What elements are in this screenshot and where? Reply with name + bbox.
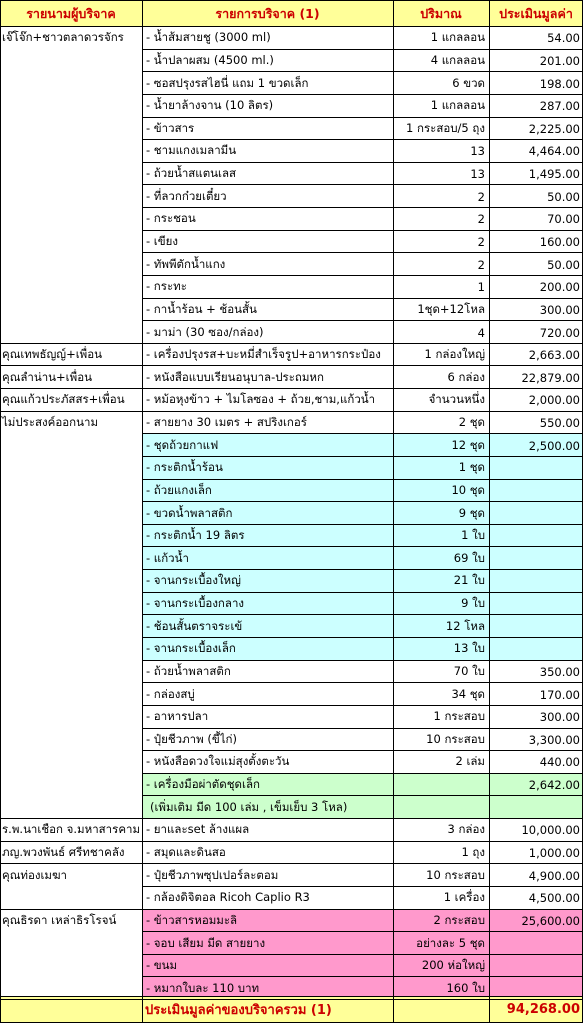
- qty-cell[interactable]: 10 ชุด: [393, 480, 489, 503]
- donor-cell[interactable]: [0, 796, 142, 819]
- table-row: [0, 27, 583, 50]
- table-row: [0, 412, 583, 435]
- qty-cell[interactable]: 13: [393, 163, 489, 186]
- value-cell[interactable]: 54.00: [489, 27, 583, 50]
- item-cell[interactable]: - ทัพพีตักน้ำแกง: [142, 253, 393, 276]
- row-line: [142, 479, 583, 480]
- value-cell[interactable]: 2,000.00: [489, 389, 583, 412]
- row-line: [142, 501, 583, 502]
- value-cell[interactable]: 25,600.00: [489, 910, 583, 933]
- qty-cell[interactable]: 1 แกลลอน: [393, 27, 489, 50]
- row-line: [142, 976, 583, 977]
- row-line: [142, 569, 583, 570]
- row-line: [142, 162, 583, 163]
- table-row: [0, 140, 583, 163]
- row-line: [142, 750, 583, 751]
- header-donor[interactable]: รายนามผู้บริจาค: [26, 5, 116, 21]
- qty-cell[interactable]: 34 ชุด: [393, 683, 489, 706]
- item-cell[interactable]: - กล้องดิจิตอล Ricoh Caplio R3: [142, 887, 393, 910]
- qty-cell[interactable]: 2 ชุด: [393, 412, 489, 435]
- item-cell[interactable]: - ขนม: [142, 955, 393, 978]
- qty-cell[interactable]: 6 กล่อง: [393, 366, 489, 389]
- table-row: [0, 321, 583, 344]
- donor-cell[interactable]: [0, 480, 142, 503]
- table-row: [0, 932, 583, 955]
- qty-cell[interactable]: 6 ขวด: [393, 72, 489, 95]
- qty-cell[interactable]: 10 กระสอบ: [393, 729, 489, 752]
- row-line: [142, 49, 583, 50]
- item-cell[interactable]: - ชุดถ้วยกาแฟ: [142, 434, 393, 457]
- donor-cell[interactable]: [0, 50, 142, 73]
- value-cell[interactable]: 198.00: [489, 72, 583, 95]
- donor-cell[interactable]: [0, 547, 142, 570]
- table-row: [0, 389, 583, 412]
- donor-cell[interactable]: [0, 299, 142, 322]
- header-value[interactable]: ประเมินมูลค่า: [499, 5, 573, 21]
- value-cell[interactable]: 2,642.00: [489, 774, 583, 797]
- donor-cell[interactable]: คุณลำน่าน+เพื่อน: [0, 366, 142, 389]
- item-cell[interactable]: - ถ้วยน้ำสแตนเลส: [142, 163, 393, 186]
- value-cell[interactable]: 4,500.00: [489, 887, 583, 910]
- row-line: [142, 954, 583, 955]
- qty-cell[interactable]: 2: [393, 253, 489, 276]
- row-line: [142, 117, 583, 118]
- donor-cell[interactable]: [0, 140, 142, 163]
- value-cell[interactable]: 22,879.00: [489, 366, 583, 389]
- qty-cell[interactable]: จำนวนหนึ่ง: [393, 389, 489, 412]
- row-line: [142, 94, 583, 95]
- header-qty[interactable]: ปริมาณ: [420, 5, 462, 21]
- row-line: [0, 0, 583, 1]
- value-cell[interactable]: 300.00: [489, 706, 583, 729]
- item-cell[interactable]: - ยาและset ล้างแผล: [142, 819, 393, 842]
- value-cell[interactable]: 2,225.00: [489, 118, 583, 141]
- qty-cell[interactable]: 70 ใบ: [393, 661, 489, 684]
- row-line: [0, 996, 583, 997]
- value-cell[interactable]: [489, 570, 583, 593]
- donor-cell[interactable]: ภญ.พวงพันธ์ ศรีทชาคลัง: [0, 842, 142, 865]
- row-line: [0, 863, 583, 864]
- donor-cell[interactable]: [0, 615, 142, 638]
- header-row: [0, 0, 583, 27]
- total-value[interactable]: 94,268.00: [506, 1002, 580, 1017]
- table-row: [0, 615, 583, 638]
- row-line: [142, 886, 583, 887]
- qty-cell[interactable]: 1 ถุง: [393, 842, 489, 865]
- row-line: [142, 252, 583, 253]
- value-cell[interactable]: [489, 932, 583, 955]
- qty-cell[interactable]: 2: [393, 208, 489, 231]
- donor-cell[interactable]: [0, 231, 142, 254]
- row-line: [142, 660, 583, 661]
- donor-cell[interactable]: [0, 321, 142, 344]
- qty-cell[interactable]: 10 กระสอบ: [393, 864, 489, 887]
- header-item[interactable]: รายการบริจาค (1): [215, 5, 320, 21]
- row-line: [0, 26, 583, 27]
- value-cell[interactable]: [489, 955, 583, 978]
- value-cell[interactable]: 350.00: [489, 661, 583, 684]
- row-line: [0, 411, 583, 412]
- row-line: [0, 343, 583, 344]
- item-cell[interactable]: - หม้อหุงข้าว + ไมโลซอง + ถ้วย,ชาม,แก้วน้ำ: [142, 389, 393, 412]
- donor-cell[interactable]: [0, 570, 142, 593]
- table-row: [0, 729, 583, 752]
- donor-cell[interactable]: [0, 457, 142, 480]
- row-line: [0, 999, 583, 1000]
- row-line: [142, 320, 583, 321]
- row-line: [142, 931, 583, 932]
- column-line: [0, 0, 1, 1023]
- qty-cell[interactable]: [393, 774, 489, 797]
- item-cell[interactable]: - ชามแกงเมลามีน: [142, 140, 393, 163]
- row-line: [142, 682, 583, 683]
- donor-cell[interactable]: [0, 955, 142, 978]
- donor-cell[interactable]: [0, 729, 142, 752]
- value-cell[interactable]: 10,000.00: [489, 819, 583, 842]
- donor-cell[interactable]: [0, 706, 142, 729]
- column-line: [142, 0, 143, 1023]
- row-line: [0, 841, 583, 842]
- qty-cell[interactable]: 1 กล่องใหญ่: [393, 344, 489, 367]
- qty-cell[interactable]: 1 ใบ: [393, 525, 489, 548]
- qty-cell[interactable]: 1 ชุด: [393, 457, 489, 480]
- qty-cell[interactable]: 1 แกลลอน: [393, 95, 489, 118]
- item-cell[interactable]: - หนังสือดวงใจแม่สุงตั้งตะวัน: [142, 751, 393, 774]
- value-cell[interactable]: 170.00: [489, 683, 583, 706]
- donor-cell[interactable]: [0, 525, 142, 548]
- qty-cell[interactable]: 2 กระสอบ: [393, 910, 489, 933]
- table-row: [0, 480, 583, 503]
- table-row: [0, 253, 583, 276]
- table-row: [0, 118, 583, 141]
- row-line: [0, 818, 583, 819]
- item-cell[interactable]: - ขวดน้ำพลาสติก: [142, 502, 393, 525]
- donor-cell[interactable]: คุณแก้วประภัสสร+เพื่อน: [0, 389, 142, 412]
- value-cell[interactable]: 3,300.00: [489, 729, 583, 752]
- row-line: [142, 546, 583, 547]
- qty-cell[interactable]: 1 เครื่อง: [393, 887, 489, 910]
- item-cell[interactable]: - น้ำยาล้างจาน (10 ลิตร): [142, 95, 393, 118]
- donor-cell[interactable]: [0, 118, 142, 141]
- qty-cell[interactable]: 13 ใบ: [393, 638, 489, 661]
- donor-cell[interactable]: [0, 751, 142, 774]
- item-cell[interactable]: - เครื่องปรุงรส+บะหมี่สำเร็จรูป+อาหารกระป๋อง: [142, 344, 393, 367]
- qty-cell[interactable]: 2: [393, 231, 489, 254]
- item-cell[interactable]: - ถ้วยแกงเล็ก: [142, 480, 393, 503]
- table-row: [0, 819, 583, 842]
- table-row: [0, 864, 583, 887]
- value-cell[interactable]: 4,464.00: [489, 140, 583, 163]
- donor-cell[interactable]: [0, 434, 142, 457]
- value-cell[interactable]: 2,500.00: [489, 434, 583, 457]
- table-row: [0, 661, 583, 684]
- row-line: [142, 637, 583, 638]
- qty-cell[interactable]: อย่างละ 5 ชุด: [393, 932, 489, 955]
- qty-cell[interactable]: 4 แกลลอน: [393, 50, 489, 73]
- item-cell[interactable]: - แก้วน้ำ: [142, 547, 393, 570]
- table-row: [0, 593, 583, 616]
- value-cell[interactable]: 287.00: [489, 95, 583, 118]
- value-cell[interactable]: [489, 593, 583, 616]
- table-row: [0, 751, 583, 774]
- item-cell[interactable]: - เขียง: [142, 231, 393, 254]
- row-line: [0, 388, 583, 389]
- item-cell[interactable]: - ถ้วยน้ำพลาสติก: [142, 661, 393, 684]
- table-row: [0, 72, 583, 95]
- item-cell[interactable]: - น้ำส้มสายชู (3000 ml): [142, 27, 393, 50]
- donor-cell[interactable]: [0, 774, 142, 797]
- value-cell[interactable]: [489, 615, 583, 638]
- qty-cell[interactable]: 1 กระสอบ/5 ถุง: [393, 118, 489, 141]
- donor-cell[interactable]: [0, 932, 142, 955]
- row-line: [142, 773, 583, 774]
- value-cell[interactable]: 550.00: [489, 412, 583, 435]
- donor-cell[interactable]: [0, 95, 142, 118]
- item-cell[interactable]: (เพิ่มเติม มีด 100 เล่ม , เข็มเย็บ 3 โหล): [142, 796, 583, 819]
- value-cell[interactable]: 1,495.00: [489, 163, 583, 186]
- item-cell[interactable]: - ที่ลวกก๋วยเตี๋ยว: [142, 185, 393, 208]
- table-row: [0, 163, 583, 186]
- item-cell[interactable]: - ซอสปรุงรสไฮนี่ แถม 1 ขวดเล็ก: [142, 72, 393, 95]
- item-cell[interactable]: - สายยาง 30 เมตร + สปริงเกอร์: [142, 412, 393, 435]
- value-cell[interactable]: [489, 502, 583, 525]
- item-cell[interactable]: - กระทะ: [142, 276, 393, 299]
- row-line: [142, 614, 583, 615]
- donor-cell[interactable]: เจ๊โจ๊ก+ชาวตลาดวรจักร: [0, 27, 142, 50]
- value-cell[interactable]: [489, 525, 583, 548]
- donor-cell[interactable]: [0, 163, 142, 186]
- row-line: [142, 184, 583, 185]
- column-line: [489, 0, 490, 1023]
- qty-cell[interactable]: 9 ชุด: [393, 502, 489, 525]
- donor-cell[interactable]: [0, 208, 142, 231]
- donor-cell[interactable]: [0, 638, 142, 661]
- item-cell[interactable]: - อาหารปลา: [142, 706, 393, 729]
- row-line: [0, 365, 583, 366]
- table-row: [0, 50, 583, 73]
- row-line: [142, 230, 583, 231]
- item-cell[interactable]: - จานกระเบื้องกลาง: [142, 593, 393, 616]
- table-row: [0, 547, 583, 570]
- row-line: [142, 456, 583, 457]
- row-line: [142, 298, 583, 299]
- donor-cell[interactable]: [0, 661, 142, 684]
- qty-cell[interactable]: 9 ใบ: [393, 593, 489, 616]
- donor-cell[interactable]: [0, 253, 142, 276]
- item-cell[interactable]: - จานกระเบื้องเล็ก: [142, 638, 393, 661]
- total-row: [0, 996, 583, 1023]
- donor-cell[interactable]: [0, 276, 142, 299]
- item-cell[interactable]: - มาม่า (30 ซอง/กล่อง): [142, 321, 393, 344]
- donor-cell[interactable]: คุณธิรดา เหล่าธิรโรจน์: [0, 910, 142, 933]
- table-row: [0, 502, 583, 525]
- donor-cell[interactable]: [0, 185, 142, 208]
- row-line: [142, 71, 583, 72]
- table-row: [0, 208, 583, 231]
- item-cell[interactable]: - กาน้ำร้อน + ช้อนสั้น: [142, 299, 393, 322]
- qty-cell[interactable]: 69 ใบ: [393, 547, 489, 570]
- value-cell[interactable]: [489, 457, 583, 480]
- donor-cell[interactable]: [0, 887, 142, 910]
- row-line: [142, 275, 583, 276]
- value-cell[interactable]: [489, 638, 583, 661]
- qty-cell[interactable]: 3 กล่อง: [393, 819, 489, 842]
- qty-cell[interactable]: 200 ห่อใหญ่: [393, 955, 489, 978]
- table-row: [0, 638, 583, 661]
- value-cell[interactable]: 201.00: [489, 50, 583, 73]
- table-row: [0, 276, 583, 299]
- item-cell[interactable]: - กระติกน้ำร้อน: [142, 457, 393, 480]
- qty-cell[interactable]: 13: [393, 140, 489, 163]
- donor-cell[interactable]: คุณเทพธัญญ์+เพื่อน: [0, 344, 142, 367]
- item-cell[interactable]: - จอบ เสียม มีด สายยาง: [142, 932, 393, 955]
- item-cell[interactable]: - ช้อนสั้นตราจระเข้: [142, 615, 393, 638]
- table-row: [0, 344, 583, 367]
- table-row: [0, 299, 583, 322]
- qty-cell[interactable]: 12 โหล: [393, 615, 489, 638]
- qty-cell[interactable]: 4: [393, 321, 489, 344]
- donor-cell[interactable]: ร.พ.นาเชือก จ.มหาสารคาม: [0, 819, 142, 842]
- donor-cell[interactable]: [0, 72, 142, 95]
- table-row: [0, 525, 583, 548]
- total-qty-cell[interactable]: [393, 996, 489, 1023]
- donor-cell[interactable]: [0, 593, 142, 616]
- qty-cell[interactable]: 1: [393, 276, 489, 299]
- table-row: [0, 366, 583, 389]
- table-row: [0, 955, 583, 978]
- item-cell[interactable]: - ข้าวสารหอมมะลิ: [142, 910, 393, 933]
- row-line: [142, 705, 583, 706]
- qty-cell[interactable]: 21 ใบ: [393, 570, 489, 593]
- table-row: [0, 457, 583, 480]
- row-line: [142, 795, 583, 796]
- value-cell[interactable]: 200.00: [489, 276, 583, 299]
- table-row: [0, 95, 583, 118]
- total-donor-cell[interactable]: [0, 996, 142, 1023]
- item-cell[interactable]: - กระติกน้ำ 19 ลิตร: [142, 525, 393, 548]
- donor-cell[interactable]: [0, 683, 142, 706]
- table-row: [0, 774, 583, 797]
- item-cell[interactable]: - ข้าวสาร: [142, 118, 393, 141]
- qty-cell[interactable]: 1ชุด+12โหล: [393, 299, 489, 322]
- row-line: [0, 909, 583, 910]
- value-cell[interactable]: 4,900.00: [489, 864, 583, 887]
- table-row: [0, 842, 583, 865]
- table-row: [0, 570, 583, 593]
- qty-cell[interactable]: 2 เล่ม: [393, 751, 489, 774]
- value-cell[interactable]: 50.00: [489, 185, 583, 208]
- value-cell[interactable]: [489, 547, 583, 570]
- qty-cell[interactable]: 160 ใบ: [393, 977, 489, 1000]
- item-cell[interactable]: - กระชอน: [142, 208, 393, 231]
- table-row: [0, 231, 583, 254]
- value-cell[interactable]: 440.00: [489, 751, 583, 774]
- value-cell[interactable]: 160.00: [489, 231, 583, 254]
- item-cell[interactable]: - เครื่องมือผ่าตัดชุดเล็ก: [142, 774, 393, 797]
- item-cell[interactable]: - หมากใบละ 110 บาท: [142, 977, 393, 1000]
- column-line: [393, 0, 394, 1023]
- value-cell[interactable]: 300.00: [489, 299, 583, 322]
- value-cell[interactable]: 1,000.00: [489, 842, 583, 865]
- item-cell[interactable]: - ปุ๋ยชีวภาพซุปเปอร์ละตอม: [142, 864, 393, 887]
- table-row: [0, 706, 583, 729]
- item-cell[interactable]: - น้ำปลาผสม (4500 ml.): [142, 50, 393, 73]
- row-line: [142, 524, 583, 525]
- row-line: [142, 433, 583, 434]
- row-line: [142, 139, 583, 140]
- table-row: [0, 434, 583, 457]
- item-cell[interactable]: - กล่องสบู่: [142, 683, 393, 706]
- table-row: [0, 185, 583, 208]
- item-cell[interactable]: - จานกระเบื้องใหญ่: [142, 570, 393, 593]
- table-row: [0, 683, 583, 706]
- row-line: [142, 207, 583, 208]
- table-row: [0, 910, 583, 933]
- item-cell[interactable]: - หนังสือแบบเรียนอนุบาล-ประถมหก: [142, 366, 393, 389]
- item-cell[interactable]: - สมุดและดินสอ: [142, 842, 393, 865]
- donor-cell[interactable]: [0, 502, 142, 525]
- value-cell[interactable]: 2,663.00: [489, 344, 583, 367]
- table-row: [0, 796, 583, 819]
- value-cell[interactable]: [489, 480, 583, 503]
- table-row: [0, 887, 583, 910]
- donor-cell[interactable]: ไม่ประสงค์ออกนาม: [0, 412, 142, 435]
- value-cell[interactable]: 70.00: [489, 208, 583, 231]
- qty-cell[interactable]: 12 ชุด: [393, 434, 489, 457]
- row-line: [142, 592, 583, 593]
- total-label[interactable]: ประเมินมูลค่าของบริจาครวม (1): [145, 1003, 332, 1018]
- qty-cell[interactable]: 1 กระสอบ: [393, 706, 489, 729]
- item-cell[interactable]: - ปุ๋ยชีวภาพ (ขี้ไก่): [142, 729, 393, 752]
- value-cell[interactable]: 720.00: [489, 321, 583, 344]
- donor-cell[interactable]: คุณท่องเมฆา: [0, 864, 142, 887]
- value-cell[interactable]: 50.00: [489, 253, 583, 276]
- row-line: [142, 728, 583, 729]
- qty-cell[interactable]: 2: [393, 185, 489, 208]
